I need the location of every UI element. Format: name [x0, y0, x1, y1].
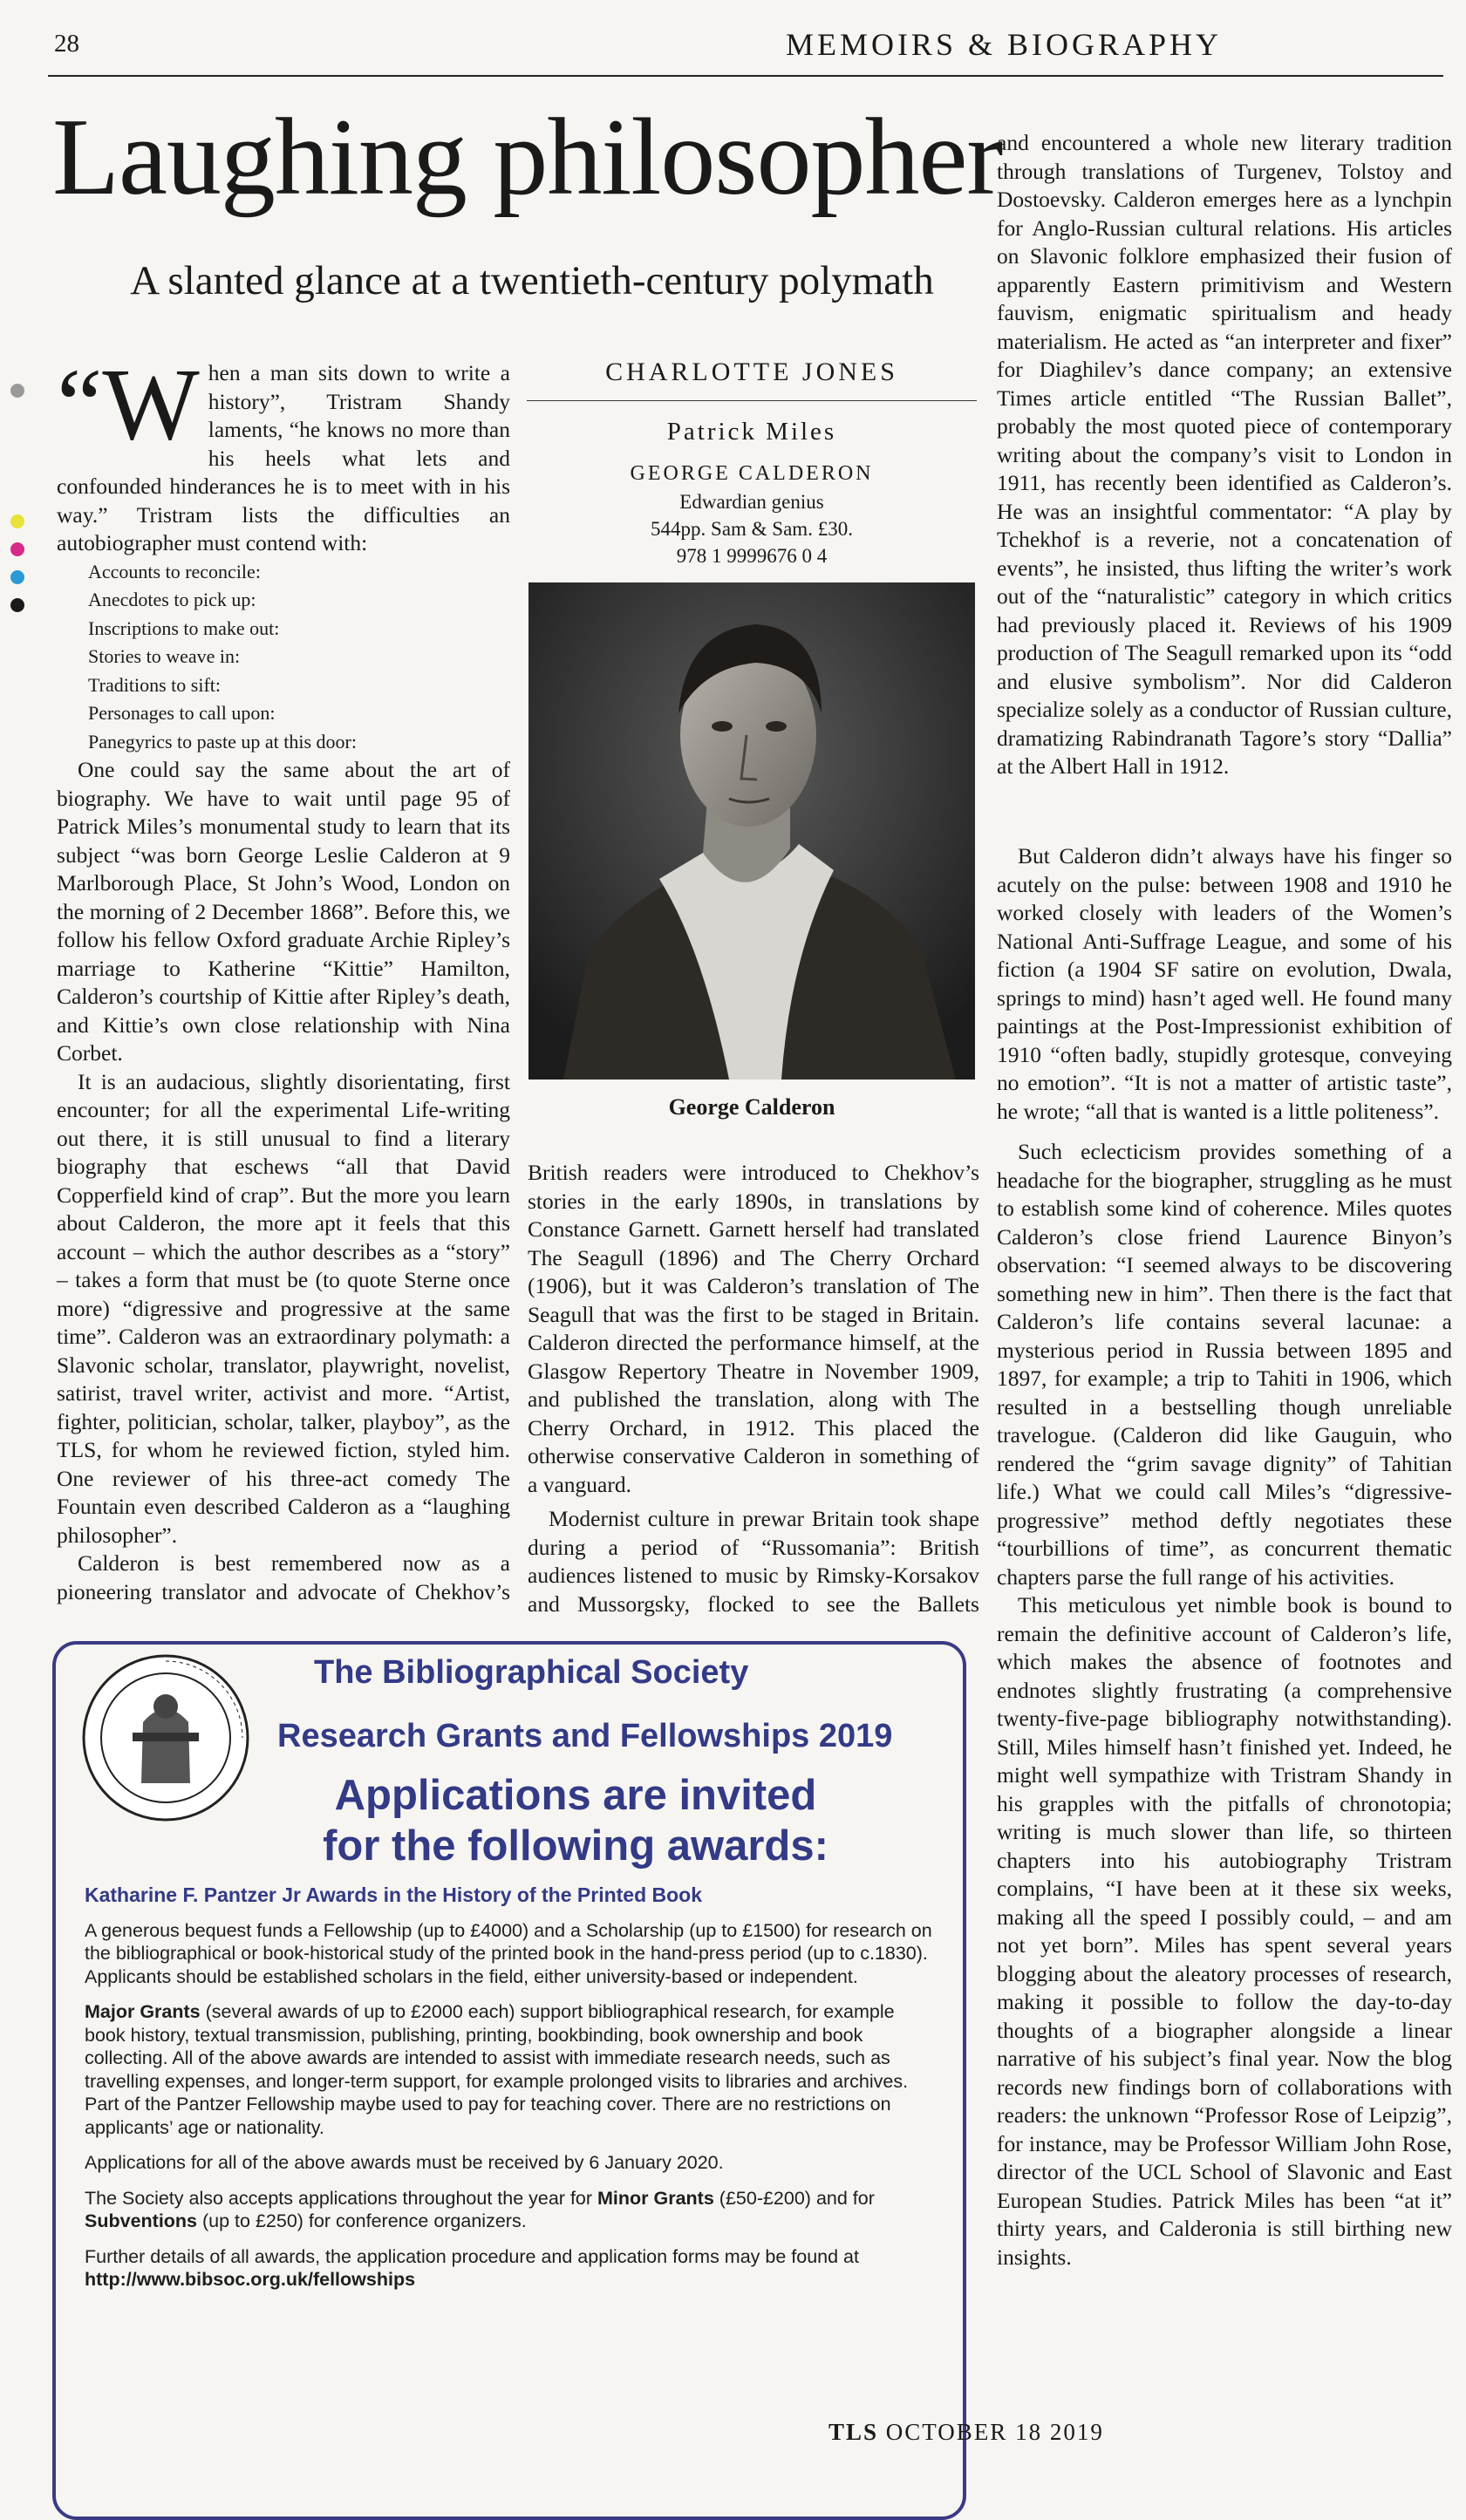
page-number: 28 [54, 30, 79, 58]
book-isbn: 978 1 9999676 0 4 [676, 545, 828, 567]
article-paragraph-5 [528, 1505, 979, 1618]
book-author: Patrick Miles [666, 418, 837, 446]
minor-pre: The Society also accepts applications throughout the year for [85, 2187, 598, 2209]
epigraph-list [57, 558, 510, 757]
registration-dot-magenta [10, 542, 24, 556]
epigraph-line: Panegyrics to paste up at this door: [88, 730, 357, 753]
article-column-3 [997, 129, 1452, 2271]
deadline-text: Applications for all of the above awards must be received by 6 January 2020. [85, 2152, 724, 2173]
paragraph-4-continued: British readers were introduced to Chekhov’s stories in the early 1890s, in translations by Constance Garnett. Garnett herself had translated The Seagull (1896) and The Cherry Orchard (1906), but it was Calderon’s translation of The Seagull that was the first to be staged in Britain. Calderon directed the performance himself, at the Glasgow Repertory Theatre in November 1909, and published the translation, along with The Cherry Orchard, in 1912. This placed the otherwise conservative Calderon in something of a vanguard. [528, 1160, 979, 1497]
epigraph-line: Inscriptions to make out: [88, 616, 280, 639]
article-column-1 [57, 347, 510, 1607]
article-paragraph-8: This meticulous yet nimble book is bound to remain the definitive account of Calderon’s life, which makes the absence of footnotes and endnotes slightly frustrating (a comprehensive twenty-five-page bibliography notwithstanding). Still, Miles himself hasn’t finished yet. Indeed, he might well sympathize with Tristram Shandy in his grapples with the pitfalls of chronotopia; writing is much slower than life, so thirteen chapters into his autobiography Tristram complains, “I have been at it these six weeks, making all the speed I possibly could, – and am not yet born”. Miles has spent several years blogging about the aleatory processes of research, making it possible to follow the day-to-day thoughts of a biographer alongside a linear narrative of his subject’s final year. Now the blog records new findings born of collaborations with readers: the unknown “Professor Rose of Leipzig”, for instance, may be Professor William John Rose, director of the UCL School of Slavonic and East European Studies. Patrick Miles has been “at it” thirty years, and Calderonia is still birthing new insights. [997, 1592, 1452, 2270]
seal-icon [80, 1652, 251, 1823]
header-rule [48, 75, 1443, 77]
book-details: 544pp. Sam & Sam. £30. [651, 518, 853, 540]
review-info [525, 353, 978, 569]
reviewer-name: CHARLOTTE JONES [605, 358, 898, 386]
drop-cap: “W [57, 347, 200, 461]
subventions-label: Subventions [85, 2210, 198, 2231]
paragraph-5-continued: and encountered a whole new literary tradition through translations of Turgenev, Tolstoy and Dostoevsky. Calderon emerges here as a lynchpin for Anglo-Russian cultural relations. His articles on Slavonic folklore emphasized their fusion of apparently Eastern primitivism and Western fauvism, enigmatic spiritualism and heady materialism. He acted as “an interpreter and fixer” for Diaghilev’s dance company; an extensive Times article entitled “The Russian Ballet”, probably the most quoted piece of contemporary writing about the company’s visit to London in 1911, has recently been identified as Calderon’s. He was an insightful commentator: “A play by Tchekhof is a reverie, not a concatenation of events”, he insisted, thus lifting the writer’s work out of the “naturalistic” category in which critics had previously placed it. Reviews of his 1909 production of The Seagull remarked upon its “odd and elusive symbolism”. Nor did Calderon specialize solely as a conductor of Russian culture, dramatizing Rabindranath Tagore’s story “Dallia” at the Albert Hall in 1912. [997, 130, 1452, 779]
pantzer-heading: Katharine F. Pantzer Jr Awards in the History of the Printed Book [85, 1883, 703, 1906]
advert-body [85, 1883, 939, 2304]
registration-dot-black [10, 598, 24, 612]
registration-dot-yellow [10, 514, 24, 528]
minor-post: (up to £250) for conference organizers. [197, 2210, 527, 2231]
book-subtitle: Edwardian genius [679, 491, 824, 513]
section-title: MEMOIRS & BIOGRAPHY [785, 27, 1222, 62]
registration-dot-cyan [10, 570, 24, 584]
article-paragraph-3: It is an audacious, slightly disorientating, first encounter; for all the experimental Life-writing out there, it is still unusual to find a literary biography that eschews “all that David Copperfield kind of crap”. But the more you learn about Calderon, the more apt it feels that this account – which the author describes as a “story” – takes a form that must be (to quote Sterne once more) “digressive and progressive at the same time”. Calderon was an extraordinary polymath: a Slavonic scholar, translator, playwright, novelist, satirist, travel writer, activist and more. “Artist, fighter, politician, scholar, talker, playboy”, as the TLS, for whom he reviewed fiction, styled him. One reviewer of his three-act comedy The Fountain even described Calderon as a “laughing philosopher”. [57, 1068, 510, 1548]
pantzer-text: A generous bequest funds a Fellowship (up to £4000) and a Scholarship (up to £1500) for research on the bibliographical or book-historical study of the printed book in the hand-press period (up to c.1830). Applicants should be established scholars in the field, either university-based or independent. [85, 1919, 932, 1987]
epigraph-line: Stories to weave in: [88, 645, 241, 667]
minor-grants-label: Minor Grants [597, 2187, 714, 2209]
article-paragraph-7: Such eclecticism provides something of a headache for the biographer, struggling as he must to establish some kind of coherence. Miles quotes Calderon’s close friend Laurence Binyon’s observation: “I seemed always to be discovering something new in him”. Then there is the fact that Calderon’s life contains several lacunae: a mysterious period in Russia between 1895 and 1897, for example; a trip to Tahiti in 1906, which resulted in a bestselling though unreliable travelogue. (Calderon did like Gauguin, who rendered the “grim savage dignity” of Tahitian life.) What we could call Miles’s “digressive-progressive” method deftly negotiates these “tourbillions of time”, as concurrent thematic chapters parse the full range of his activities. [997, 1139, 1452, 1590]
epigraph-line: Personages to call upon: [88, 702, 276, 724]
article-paragraph-4-cont [528, 1160, 979, 1505]
major-grants-text [85, 2000, 939, 2139]
article-paragraph-1 [57, 347, 510, 558]
headline: Laughing philosopher [52, 97, 1003, 218]
minor-grants-text [85, 2187, 939, 2233]
further-details-text [85, 2245, 939, 2292]
photo-caption: George Calderon [668, 1094, 835, 1120]
paragraph-5-text: Modernist culture in prewar Britain took shape during a period of “Russomania”: British audiences listened to music by Rimsky-Korsakov and Mussorgsky, flocked to see the Ballets [528, 1506, 979, 1617]
epigraph-line: Traditions to sift: [88, 673, 221, 696]
portrait-illustration [528, 582, 975, 1080]
epigraph-line: Anecdotes to pick up: [88, 589, 256, 610]
advert-org-name: The Bibliographical Society [314, 1654, 749, 1691]
article-paragraph-4: Calderon is best remembered now as a pioneering translator and advocate of Chekhov’s [57, 1550, 510, 1604]
minor-mid: (£50-£200) and for [713, 2187, 875, 2209]
portrait-photo [528, 582, 975, 1080]
book-title: GEORGE CALDERON [630, 462, 874, 485]
page-footer [828, 2419, 1104, 2446]
footer-date: OCTOBER 18 2019 [885, 2419, 1104, 2445]
article-paragraph-2: One could say the same about the art of biography. We have to wait until page 95 of Patrick Miles’s monumental study to learn that its subject “was born George Leslie Calderon at 9 Marlborough Place, St John’s Wood, London on the morning of 2 December 1868”. Before this, we follow his fellow Oxford graduate Archie Ripley’s marriage to Katherine “Kittie” Hamilton, Calderon’s courtship of Kittie after Ripley’s death, and Kittie’s own close relationship with Nina Corbet. [57, 757, 510, 1066]
registration-dot-grey [10, 384, 24, 398]
standfirst: A slanted glance at a twentieth-century polymath [130, 258, 934, 303]
further-details: Further details of all awards, the application procedure and application forms may be found at [85, 2245, 859, 2267]
article-paragraph-5-cont [997, 129, 1452, 842]
reviewer-rule [527, 400, 977, 401]
footer-publication: TLS [828, 2419, 879, 2445]
advert-grants-title: Research Grants and Fellowships 2019 [277, 1718, 893, 1754]
article-column-2 [528, 1160, 979, 1618]
epigraph-line: Accounts to reconcile: [88, 560, 261, 582]
article-paragraph-6: But Calderon didn’t always have his finger so acutely on the pulse: between 1908 and 1910 he worked closely with leaders of the Women’s National Anti-Suffrage League, and some of his fiction (a 1904 SF satire on evolution, Dwala, springs to mind) hasn’t aged well. He found many paintings at the Post-Impressionist exhibition of 1910 “often badly, stupidly grotesque, conveying no emotion”. “It is not a matter of artistic taste”, he wrote; “all that is wanted is a little politeness”. [997, 843, 1452, 1124]
major-grants-label: Major Grants [85, 2001, 201, 2022]
bibsoc-seal-logo [80, 1652, 251, 1823]
invite-line-1: Applications are invited [334, 1772, 817, 1819]
paragraph-1-text: hen a man sits down to write a history”, Tristram Shandy laments, “he knows no more than his heels what lets and confounded hinderances he is to meet with in his way.” Tristram lists the difficulties an autobiographer must contend with: [57, 360, 510, 555]
bibsoc-url-link[interactable]: http://www.bibsoc.org.uk/fellowships [85, 2269, 416, 2290]
major-grants-body: (several awards of up to £2000 each) support bibliographical research, for example book history, textual transmission, publishing, printing, bookbinding, book ownership and book collecting. All of the above awards are intended to assist with immediate research needs, such as travelling expenses, and longer-term support, for example prolonged visits to libraries and archives. Part of the Pantzer Fellowship maybe used to pay for teaching cover. There are no restrictions on applicants’ age or nationality. [85, 2001, 909, 2138]
advert-invitation [262, 1770, 890, 1871]
invite-line-2: for the following awards: [323, 1822, 828, 1870]
